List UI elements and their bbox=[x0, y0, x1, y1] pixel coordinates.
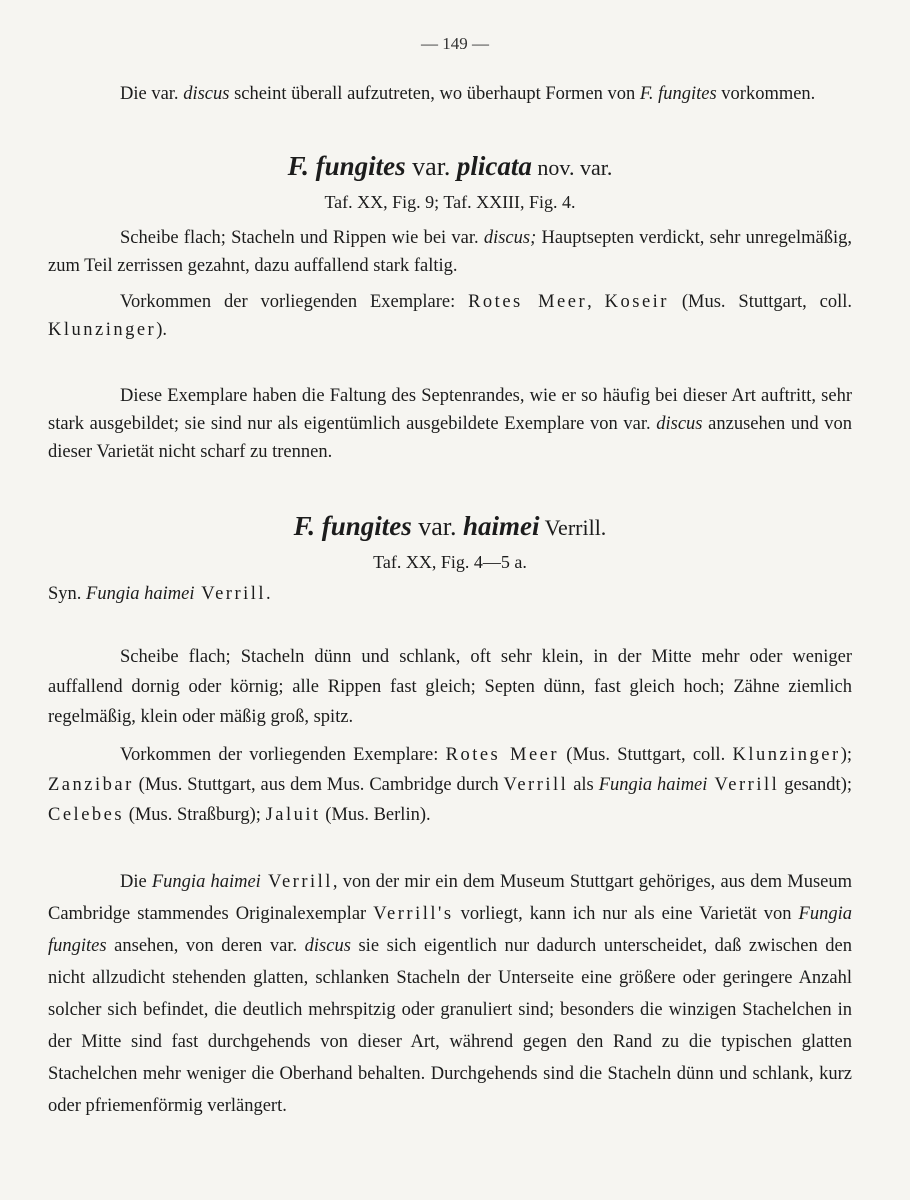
plate-reference-haimei: Taf. XX, Fig. 4—5 a. bbox=[373, 552, 527, 572]
occurrence-plicata: Vorkommen der vorliegenden Exemplare: Rotes Meer, Koseir (Mus. Stuttgart, coll. Klunzinger). bbox=[48, 292, 852, 340]
note-plicata: Diese Exemplare haben die Faltung des Septenrandes, wie er so häufig bei dieser Art auftritt, sehr stark ausgebildet; sie sind nur als eigentümlich ausgebildete Exemplare von var. discus anzusehen und von dieser Varietät nicht scharf zu trennen. bbox=[48, 386, 852, 462]
synonym-line: Syn. Fungia haimei Verrill. bbox=[48, 584, 274, 604]
section-heading-plicata: F. fungites var. plicata nov. var. bbox=[287, 151, 613, 181]
plate-reference-plicata: Taf. XX, Fig. 9; Taf. XXIII, Fig. 4. bbox=[324, 192, 576, 212]
description-haimei: Scheibe flach; Stacheln dünn und schlank, oft sehr klein, in der Mitte mehr oder weniger auffallend dornig oder körnig; alle Rippen fast gleich; Septen dünn, fast gleich hoch; Zähne ziemlich regelmäßig, klein oder mäßig groß, spitz. bbox=[48, 647, 852, 727]
description-plicata: Scheibe flach; Stacheln und Rippen wie bei var. discus; Hauptsepten verdickt, sehr unregelmäßig, zum Teil zerrissen gezahnt, dazu auffallend stark faltig. bbox=[48, 228, 853, 276]
section-heading-haimei: F. fungites var. haimei Verrill. bbox=[293, 511, 607, 541]
intro-paragraph: Die var. discus scheint überall aufzutreten, wo überhaupt Formen von F. fungites vorkommen. bbox=[120, 84, 816, 104]
discussion-haimei: Die Fungia haimei Verrill, von der mir ein dem Museum Stuttgart gehöriges, aus dem Museum Cambridge stammendes Originalexemplar Verrill's vorliegt, kann ich nur als eine Varietät von Fungia fungites ansehen, von deren var. discus sie sich eigentlich nur dadurch unterscheidet, daß zwischen den nicht allzudicht stehenden glatten, schlanken Stacheln der Unterseite eine größere oder geringere Anzahl solcher sich befindet, die deutlich mehrspitzig oder granuliert sind; besonders die winzigen Stachelchen in der Mitte sind fast durchgehends von dieser Art, während gegen den Rand zu die typischen glatten Stachelchen mehr weniger die Oberhand behalten. Durchgehends sind die Stacheln dünn und schlank, kurz oder pfriemenförmig verlängert. bbox=[48, 872, 853, 1116]
occurrence-haimei: Vorkommen der vorliegenden Exemplare: Rotes Meer (Mus. Stuttgart, coll. Klunzinger); Zanzibar (Mus. Stuttgart, aus dem Mus. Cambridge durch Verrill als Fungia haimei Verrill gesandt); Celebes (Mus. Straßburg); Jaluit (Mus. Berlin). bbox=[48, 745, 852, 825]
page-number: — 149 — bbox=[421, 34, 489, 53]
